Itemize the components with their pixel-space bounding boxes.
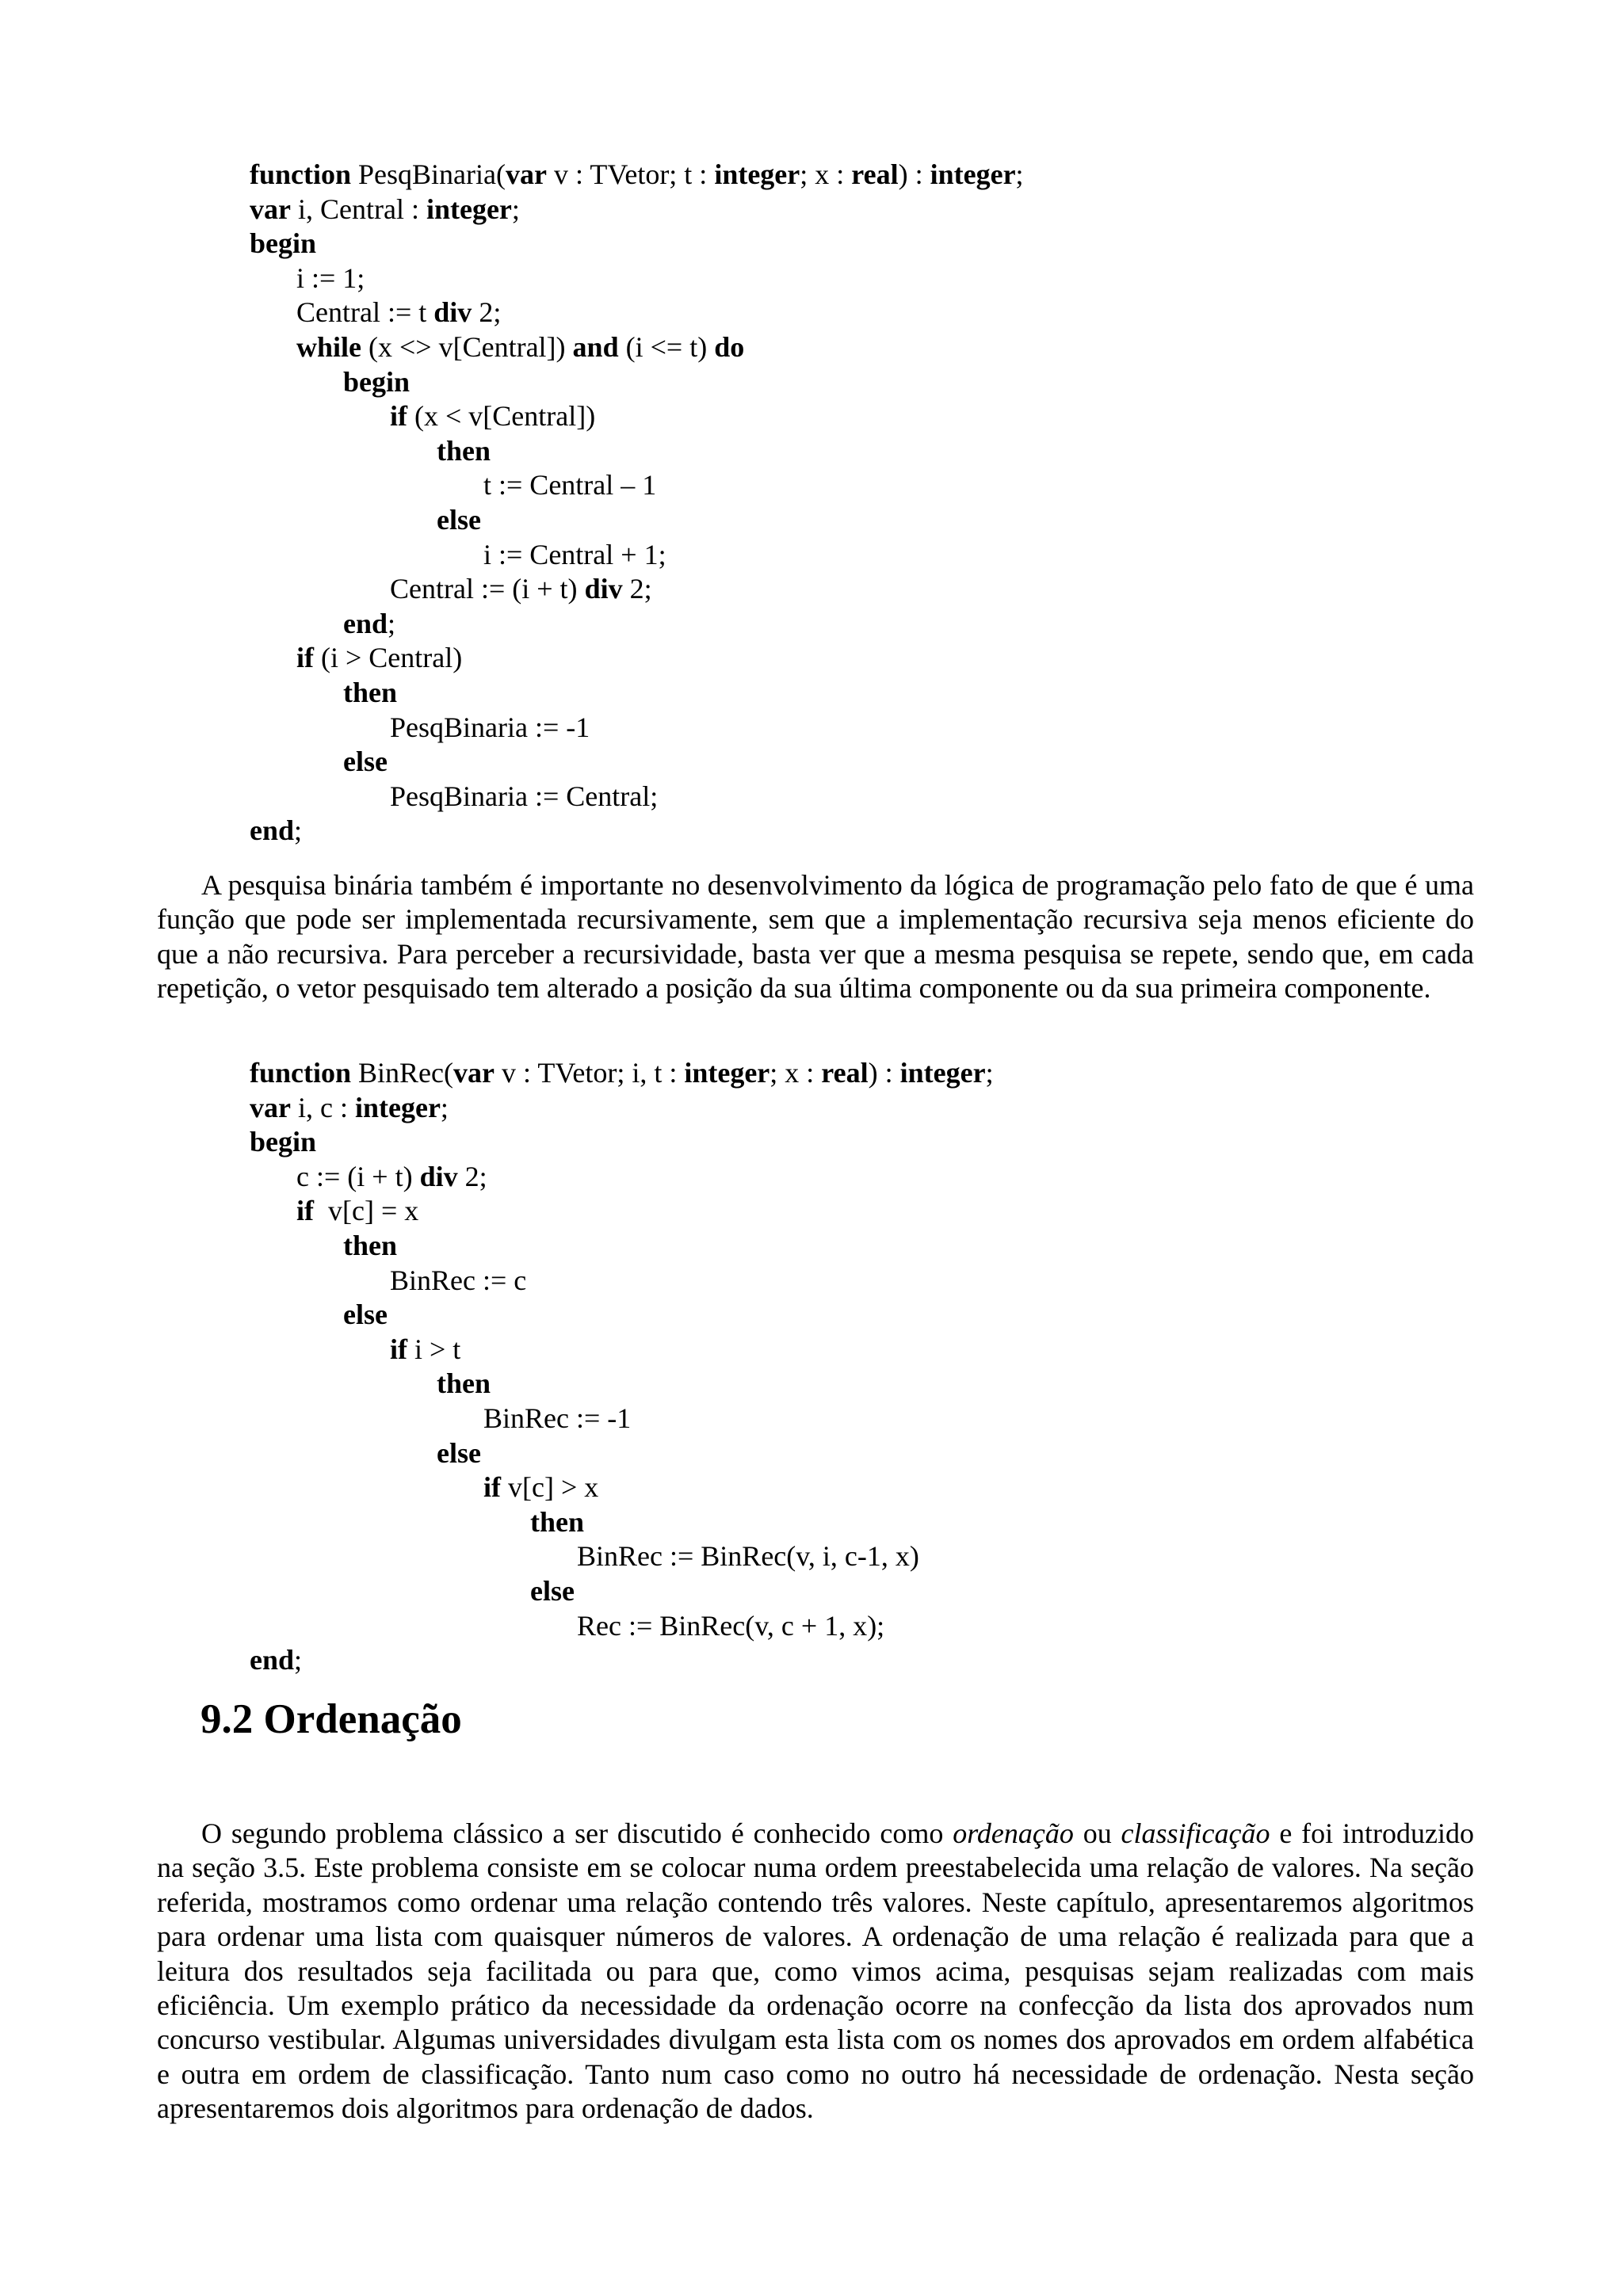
paragraph-text: A pesquisa binária também é importante no desenvolvimento da lógica de programação pelo fato de que é uma função que pode ser implementada recursivamente, sem que a implementação recursiva seja menos eficiente do que a não recursiva. Para perceber a recursividade, basta ver que a mesma pesquisa se repete, sendo que, em cada repetição, o vetor pesquisado tem alterado a posição da sua última componente ou da sua primeira componente. (157, 869, 1474, 1005)
code-text: ; (1015, 158, 1024, 190)
code-text: (i <= t) (618, 331, 715, 363)
code-text: (x <> v[Central]) (361, 331, 573, 363)
code-line (530, 1505, 584, 1539)
code-keyword: else (343, 746, 388, 778)
code-line (483, 467, 656, 502)
code-keyword: else (530, 1575, 575, 1607)
code-text: v : TVetor; i, t : (495, 1057, 685, 1089)
code-line (250, 157, 1024, 192)
code-line (437, 1366, 491, 1401)
code-text: i := Central + 1; (483, 538, 666, 570)
code-keyword: if (390, 400, 407, 433)
code-keyword: real (821, 1057, 869, 1089)
code-line (483, 1401, 631, 1436)
code-line (296, 261, 365, 296)
code-keyword: else (437, 504, 481, 536)
code-line (577, 1539, 919, 1573)
code-text: BinRec := BinRec(v, i, c-1, x) (577, 1540, 919, 1573)
code-keyword: and (572, 331, 619, 363)
code-line (390, 710, 590, 745)
code-text: ; (985, 1057, 994, 1089)
code-keyword: var (453, 1057, 495, 1089)
code-keyword: integer (354, 1091, 441, 1123)
code-keyword: if (296, 642, 314, 674)
code-text: Rec := BinRec(v, c + 1, x); (577, 1609, 885, 1642)
code-keyword: div (584, 573, 623, 605)
code-line (343, 606, 395, 641)
code-text: v[c] = x (314, 1195, 419, 1227)
code-line (250, 192, 520, 227)
code-keyword: begin (343, 365, 411, 398)
code-line (296, 640, 462, 675)
code-keyword: while (296, 331, 362, 363)
code-keyword: real (851, 158, 899, 190)
code-line (483, 537, 666, 572)
code-keyword: integer (899, 1057, 986, 1089)
code-line (390, 779, 658, 814)
code-keyword: integer (426, 193, 512, 225)
code-keyword: if (483, 1471, 501, 1504)
code-keyword: integer (930, 158, 1016, 190)
code-keyword: begin (250, 1126, 317, 1158)
code-line (296, 1193, 418, 1228)
code-keyword: function (250, 158, 352, 190)
code-line (343, 744, 388, 779)
code-keyword: begin (250, 227, 317, 260)
code-text: BinRec := c (390, 1264, 527, 1296)
code-text: ; (440, 1091, 449, 1123)
code-keyword: integer (684, 1057, 770, 1089)
code-text: v : TVetor; t : (546, 158, 715, 190)
code-text: ; (388, 607, 396, 639)
code-keyword: div (433, 296, 472, 329)
code-line (437, 1436, 481, 1470)
code-keyword: if (390, 1333, 407, 1365)
code-line (530, 1573, 575, 1608)
code-text: BinRec := -1 (483, 1402, 632, 1434)
paragraph-recursion (157, 868, 1474, 1006)
code-text: t := Central – 1 (483, 469, 657, 502)
code-keyword: div (419, 1160, 458, 1192)
code-line (250, 1055, 994, 1090)
code-line (483, 1470, 598, 1505)
code-text: Central := t (296, 296, 434, 329)
code-keyword: else (437, 1436, 481, 1469)
code-line (343, 1297, 388, 1332)
code-text: Central := (i + t) (390, 573, 585, 605)
paragraph-text: ou (1073, 1817, 1121, 1849)
code-line (343, 364, 410, 399)
code-keyword: end (343, 607, 388, 639)
code-text: PesqBinaria := Central; (390, 780, 659, 812)
code-line (390, 1263, 526, 1298)
code-text: BinRec( (351, 1057, 454, 1089)
code-keyword: var (250, 1091, 291, 1123)
code-text: ) : (868, 1057, 900, 1089)
code-line (577, 1608, 884, 1643)
paragraph-text: e foi introduzido na seção 3.5. Este problema consiste em se colocar numa ordem preestabelecida uma relação de valores. Na seção referida, mostramos como ordenar uma relação contendo três valores. Neste capítulo, apresentaremos algoritmos para ordenar uma lista com quaisquer números de valores. A ordenação de uma relação é realizada para que a leitura dos resultados seja facilitada ou para que, como vimos acima, pesquisas sejam realizadas com mais eficiência. Um exemplo prático da necessidade da ordenação ocorre na confecção da lista dos aprovados num concurso vestibular. Algumas universidades divulgam esta lista com os nomes dos aprovados em ordem alfabética e outra em ordem de classificação. Tanto num caso como no outro há necessidade de ordenação. Nesta seção apresentaremos dois algoritmos para ordenação de dados. (157, 1817, 1474, 2125)
code-keyword: function (250, 1057, 352, 1089)
code-text: PesqBinaria := -1 (390, 711, 590, 743)
code-text: 2; (622, 573, 652, 605)
code-keyword: end (250, 814, 295, 847)
code-keyword: var (250, 193, 291, 225)
code-line (296, 1159, 487, 1194)
code-keyword: if (296, 1195, 314, 1227)
code-keyword: do (714, 331, 745, 363)
paragraph-ordenacao (157, 1817, 1474, 2126)
code-line (437, 433, 491, 468)
paragraph-text: O segundo problema clássico a ser discutido é conhecido como (201, 1817, 953, 1849)
code-line (250, 1642, 302, 1677)
code-text: i := 1; (296, 261, 365, 294)
code-text: 2; (472, 296, 502, 329)
code-text: c := (i + t) (296, 1160, 420, 1192)
code-text: ; (511, 193, 520, 225)
code-text: (x < v[Central]) (407, 400, 596, 433)
code-text: (i > Central) (314, 642, 463, 674)
code-keyword: then (343, 677, 398, 708)
code-text: ) : (898, 158, 930, 190)
code-keyword: var (506, 158, 547, 190)
code-text: ; x : (800, 158, 852, 190)
code-keyword: then (343, 1230, 398, 1261)
code-text: i, c : (290, 1091, 355, 1123)
code-line (250, 226, 316, 261)
code-text: v[c] > x (501, 1471, 599, 1504)
code-keyword: then (530, 1505, 585, 1538)
code-text: ; (294, 814, 303, 847)
code-line (390, 571, 652, 606)
code-line (437, 502, 481, 537)
code-line (250, 813, 302, 848)
code-line (390, 1332, 460, 1367)
emphasis-term: classificação (1121, 1817, 1270, 1849)
code-line (296, 295, 501, 330)
emphasis-term: ordenação (953, 1817, 1074, 1849)
code-keyword: then (437, 1367, 491, 1400)
code-keyword: then (437, 434, 491, 467)
section-heading: 9.2 Ordenação (200, 1696, 462, 1742)
code-keyword: else (343, 1299, 388, 1331)
code-line (250, 1124, 316, 1159)
code-text: ; (294, 1644, 303, 1676)
code-text: PesqBinaria( (351, 158, 506, 190)
code-text: i > t (407, 1333, 461, 1365)
code-keyword: integer (714, 158, 800, 190)
code-line (343, 1228, 397, 1263)
code-text: ; x : (769, 1057, 822, 1089)
code-line (296, 330, 744, 364)
code-text: 2; (457, 1160, 487, 1192)
code-line (343, 675, 397, 710)
code-text: i, Central : (290, 193, 426, 225)
code-keyword: end (250, 1644, 295, 1676)
code-line (390, 399, 595, 433)
code-line (250, 1090, 449, 1125)
